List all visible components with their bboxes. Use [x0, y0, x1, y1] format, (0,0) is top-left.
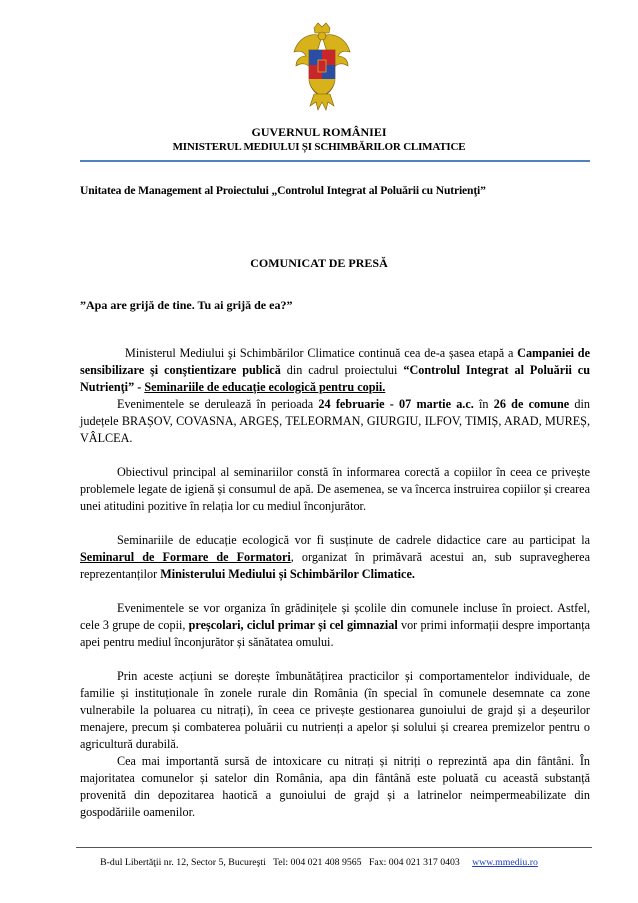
paragraph-4: [80, 532, 590, 583]
p1-text-2: din cadrul proiectului: [280, 363, 404, 377]
seminar-name: Seminariile de educație ecologică pentru copii.: [144, 380, 386, 394]
p5-text-2: vor primi informații despre importanța apei pentru mediul înconjurător și sănătatea omului.: [80, 618, 590, 649]
age-groups: preșcolari, ciclul primar și cel gimnazial: [188, 618, 398, 632]
event-period: 24 februarie - 07 martie a.c.: [318, 397, 474, 411]
website-link[interactable]: www.mmediu.ro: [472, 857, 538, 868]
p2-text-1: Evenimentele se derulează în perioada: [117, 397, 319, 411]
campaign-name: Campaniei de sensibilizare şi conştientizare publică: [80, 346, 590, 377]
paragraph-2: [80, 396, 590, 447]
footer-address: B-dul Libertăţii nr. 12, Sector 5, Bucureşti: [100, 857, 266, 868]
footer-phone: Tel: 004 021 408 9565: [273, 857, 362, 868]
footer-fax: Fax: 004 021 317 0403: [368, 857, 460, 868]
header-divider: [80, 160, 590, 162]
paragraph-7: Cea mai importantă sursă de intoxicare cu nitrați și nitriți o reprezintă apa din fântâni. În majoritatea comunelor și satelor din România, apa din fântână este poluată cu această substanță provenită din depozitarea haotică a gunoiului de grajd și a latrinelor neimpermeabilizate din gospodăriile oamenilor.: [80, 754, 590, 819]
page-title: COMUNICAT DE PRESĂ: [250, 256, 388, 270]
project-name: “Controlul Integrat al Poluării cu Nutrienţi” -: [80, 363, 590, 394]
trainer-seminar-name: Seminarul de Formare de Formatori: [80, 550, 291, 564]
paragraph-6: Prin aceste acțiuni se dorește îmbunătățirea practicilor și comportamentelor individuale, de familie și instituționale în zonele rurale din România (în special în comunele desemnate ca zone vulnerabile la poluarea cu nitrați), în ceea ce privește gestionarea gunoiului de grajd și a deșeurilor menajere, precum și combaterea poluării cu nutrienți a apelor și solului și crearea premizelor pentru o agricultură durabilă.: [80, 669, 590, 751]
paragraph-1: [80, 345, 590, 396]
p2-text-2: în: [473, 397, 494, 411]
p4-text-1: Seminariile de educație ecologică vor fi susținute de cadrele didactice care au participat la: [117, 533, 590, 547]
press-release-body: [80, 345, 590, 821]
paragraph-5: [80, 600, 590, 651]
p1-text-1: Ministerul Mediului şi Schimbărilor Climatice continuă cea de-a șasea etapă a: [125, 346, 518, 360]
p5-text-1: Evenimentele se vor organiza în grădinițele și școlile din comunele incluse în proiect. Astfel, cele 3 grupe de copii,: [80, 601, 590, 632]
footer-divider: [76, 847, 592, 848]
government-heading: GUVERNUL ROMÂNIEI: [251, 125, 387, 139]
p4-text-2: , organizat în primăvară acestui an, sub supravegherea reprezentanților: [80, 550, 590, 581]
romanian-coat-of-arms-icon: [292, 22, 352, 114]
p2-text-3: din județele BRAȘOV, COVASNA, ARGEȘ, TELEORMAN, GIURGIU, ILFOV, TIMIȘ, ARAD, MUREȘ, VÂLCEA.: [80, 397, 591, 445]
ministry-name: Ministerului Mediului și Schimbărilor Climatice.: [160, 567, 415, 581]
commune-count: 26 de comune: [493, 397, 570, 411]
ministry-heading: MINISTERUL MEDIULUI ȘI SCHIMBĂRILOR CLIMATICE: [172, 141, 466, 153]
paragraph-3: Obiectivul principal al seminariilor constă în informarea corectă a copiilor în ceea ce privește problemele legate de igienă și consumul de apă. De asemenea, se va încerca instruirea copiilor și crearea unei atitudini pozitive în relația lor cu mediul înconjurător.: [80, 465, 590, 513]
campaign-slogan: ”Apa are grijă de tine. Tu ai grijă de ea?”: [80, 298, 293, 312]
footer: [0, 857, 638, 868]
project-unit-heading: Unitatea de Management al Proiectului „Controlul Integrat al Poluării cu Nutrienţi”: [80, 184, 486, 197]
